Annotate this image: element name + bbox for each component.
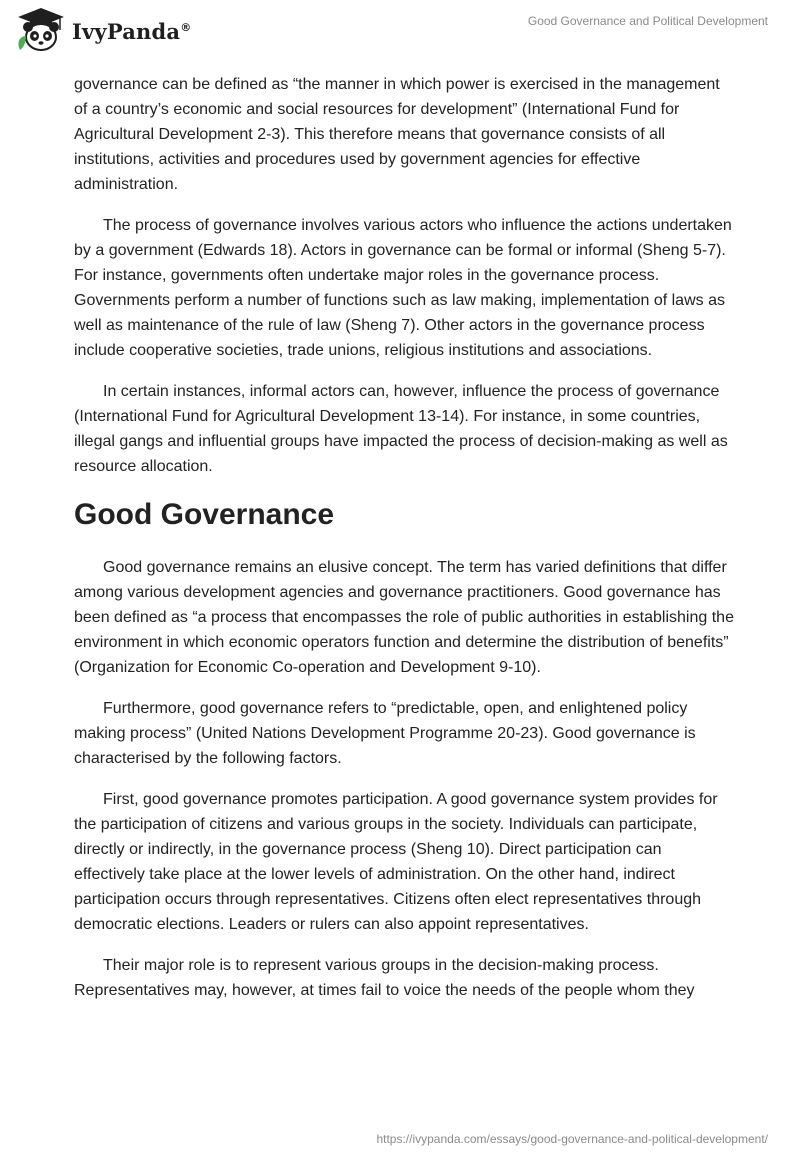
- paragraph: Their major role is to represent various groups in the decision-making process. Representatives may, however, at times fail to voice the needs of the people whom they: [74, 957, 695, 999]
- paragraph: First, good governance promotes participation. A good governance system provides for the participation of citizens and various groups in the society. Individuals can participate, directly or indirectly, in the governance process (Sheng 10). Direct participation can effectively take place at the lower levels of administration. On the other hand, indirect participation occurs through representatives. Citizens often elect representatives through democratic elections. Leaders or rulers can also appoint representatives.: [74, 791, 718, 933]
- section-heading: Good Governance: [74, 498, 335, 531]
- paragraph: The process of governance involves various actors who influence the actions undertaken by a government (Edwards 18). Actors in governance can be formal or informal (Sheng 5-7). For instance, governments often undertake major roles in the governance process. Governments perform a number of functions such as law making, implementation of laws as well as maintenance of the rule of law (Sheng 7). Other actors in the governance process include cooperative societies, trade unions, religious institutions and associations.: [74, 217, 732, 359]
- page-header: [0, 0, 800, 66]
- source-url[interactable]: https://ivypanda.com/essays/good-governance-and-political-development/: [376, 1132, 768, 1146]
- paragraph: governance can be defined as “the manner in which power is exercised in the management of a country’s economic and social resources for development” (International Fund for Agricultural Development 2-3). This therefore means that governance consists of all institutions, activities and procedures used by government agencies for effective administration.: [74, 76, 720, 193]
- paragraph: Good governance remains an elusive concept. The term has varied definitions that differ among various development agencies and governance practitioners. Good governance has been defined as “a process that encompasses the role of public authorities in establishing the environment in which economic operators function and determine the distribution of benefits” (Organization for Economic Co-operation and Development 9-10).: [74, 559, 734, 676]
- panda-graduate-icon: [14, 6, 68, 57]
- paragraph: In certain instances, informal actors can, however, influence the process of governance (International Fund for Agricultural Development 13-14). For instance, in some countries, illegal gangs and influential groups have impacted the process of decision-making as well as resource allocation.: [74, 383, 728, 475]
- ivypanda-logo[interactable]: [14, 8, 191, 54]
- essay-content: [74, 72, 734, 1019]
- paragraph: Furthermore, good governance refers to “predictable, open, and enlightened policy making process” (United Nations Development Programme 20-23). Good governance is characterised by the following factors.: [74, 700, 696, 767]
- document-title: Good Governance and Political Development: [527, 14, 768, 28]
- brand-name: IvyPanda®: [72, 18, 192, 44]
